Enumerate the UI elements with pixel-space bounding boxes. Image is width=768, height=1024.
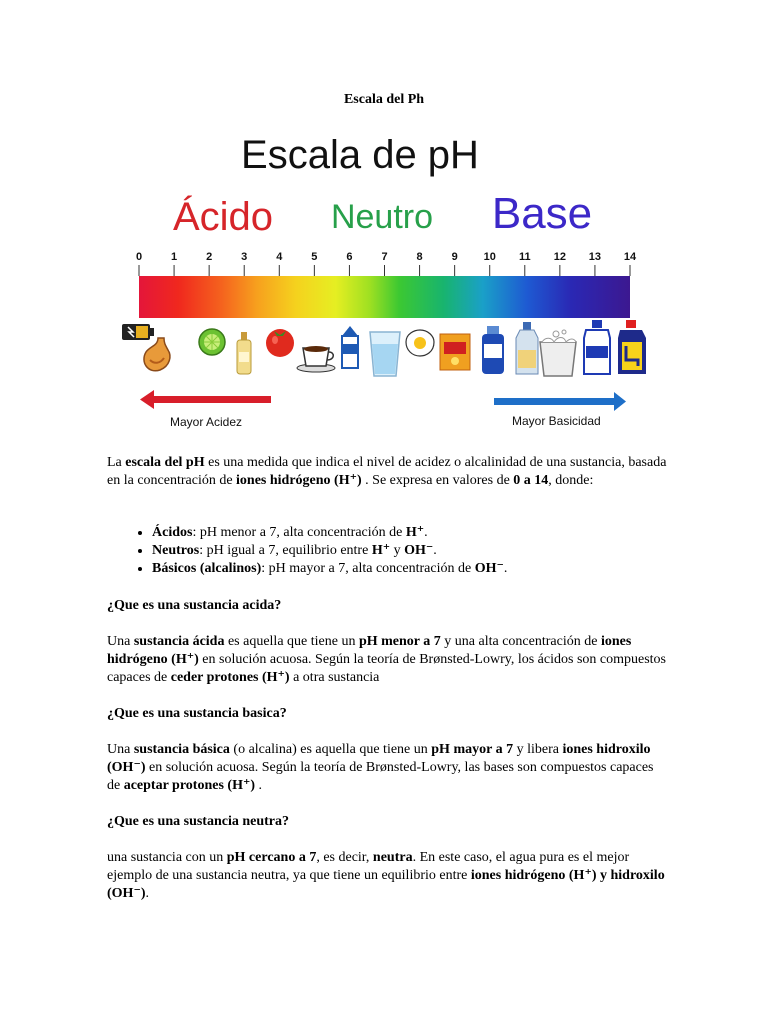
ammonia-bottle-icon	[516, 322, 538, 374]
milk-carton-icon	[342, 326, 358, 368]
tick-label-12: 12	[553, 251, 566, 263]
neutral-label: Neutro	[330, 198, 434, 236]
list-item: • Ácidos: pH menor a 7, alta concentración de H⁺.	[152, 524, 672, 542]
soap-bucket-icon	[540, 330, 576, 376]
base-section-paragraph: Una sustancia básica (o alcalina) es aquella que tiene un pH mayor a 7 y libera iones hidroxilo (OH⁻) en solución acuosa. Según la teoría de Brønsted-Lowry, las bases son compuestos capaces de aceptar protones (H⁺) .	[107, 742, 654, 793]
lime-icon	[199, 329, 225, 355]
neutral-section-paragraph: una sustancia con un pH cercano a 7, es decir, neutra. En este caso, el agua pura es el mejor ejemplo de una sustancia neutra, ya que tiene un equilibrio entre iones hidrógeno (H⁺) y hidroxilo (OH⁻).	[107, 850, 665, 901]
neutral-section-heading: ¿Que es una sustancia neutra?	[107, 814, 290, 829]
baking-soda-icon	[440, 334, 470, 370]
tick-label-5: 5	[311, 251, 318, 263]
tick-label-13: 13	[588, 251, 602, 263]
tick-label-1: 1	[171, 251, 178, 263]
acid-section-heading: ¿Que es una sustancia acida?	[107, 598, 282, 613]
stomach-icon	[144, 338, 170, 371]
left-arrow	[140, 390, 271, 409]
ph-gradient-bar	[139, 276, 630, 318]
tick-label-3: 3	[241, 251, 248, 263]
tick-label-6: 6	[346, 251, 353, 263]
tick-label-9: 9	[451, 251, 458, 263]
coffee-cup-icon	[297, 346, 335, 372]
document-title: Escala del Ph	[343, 92, 425, 107]
left-arrow-label: Mayor Acidez	[170, 415, 243, 429]
antacid-bottle-icon	[482, 326, 504, 374]
list-item: • Neutros: pH igual a 7, equilibrio entre H⁺ y OH⁻.	[152, 542, 672, 560]
egg-icon	[406, 330, 434, 356]
right-arrow-label: Mayor Basicidad	[512, 414, 601, 428]
tick-label-14: 14	[623, 251, 637, 263]
acid-section-paragraph: Una sustancia ácida es aquella que tiene un pH menor a 7 y una alta concentración de iones hidrógeno (H⁺) en solución acuosa. Según la teoría de Brønsted-Lowry, los ácidos son compuestos capaces de ceder protones (H⁺) a otra sustancia	[107, 634, 666, 685]
ph-categories-list	[107, 524, 672, 578]
tick-labels	[136, 251, 637, 263]
figure-heading: Escala de pH	[241, 133, 479, 177]
tick-label-7: 7	[381, 251, 388, 263]
tick-label-4: 4	[276, 251, 283, 263]
base-section-heading: ¿Que es una sustancia basica?	[107, 706, 287, 721]
drain-cleaner-icon	[618, 320, 646, 374]
ph-scale-figure	[110, 120, 660, 440]
right-arrow	[494, 392, 626, 411]
list-item: • Básicos (alcalinos): pH mayor a 7, alta concentración de OH⁻.	[152, 560, 672, 578]
tick-label-11: 11	[518, 251, 531, 263]
base-label: Base	[491, 189, 593, 238]
water-glass-icon	[370, 332, 400, 376]
intro-paragraph: La escala del pH es una medida que indica el nivel de acidez o alcalinidad de una sustancia, basada en la concentración de iones hidrógeno (H⁺) . Se expresa en valores de 0 a 14, donde:	[107, 455, 667, 488]
tick-label-0: 0	[135, 251, 143, 263]
acid-label: Ácido	[172, 195, 274, 239]
battery-icon	[122, 324, 154, 340]
tick-label-2: 2	[206, 251, 213, 263]
tick-label-8: 8	[416, 251, 423, 263]
tick-label-10: 10	[483, 251, 496, 263]
tomato-icon	[266, 329, 294, 357]
bleach-bottle-icon	[584, 320, 610, 374]
vinegar-bottle-icon	[237, 332, 251, 374]
